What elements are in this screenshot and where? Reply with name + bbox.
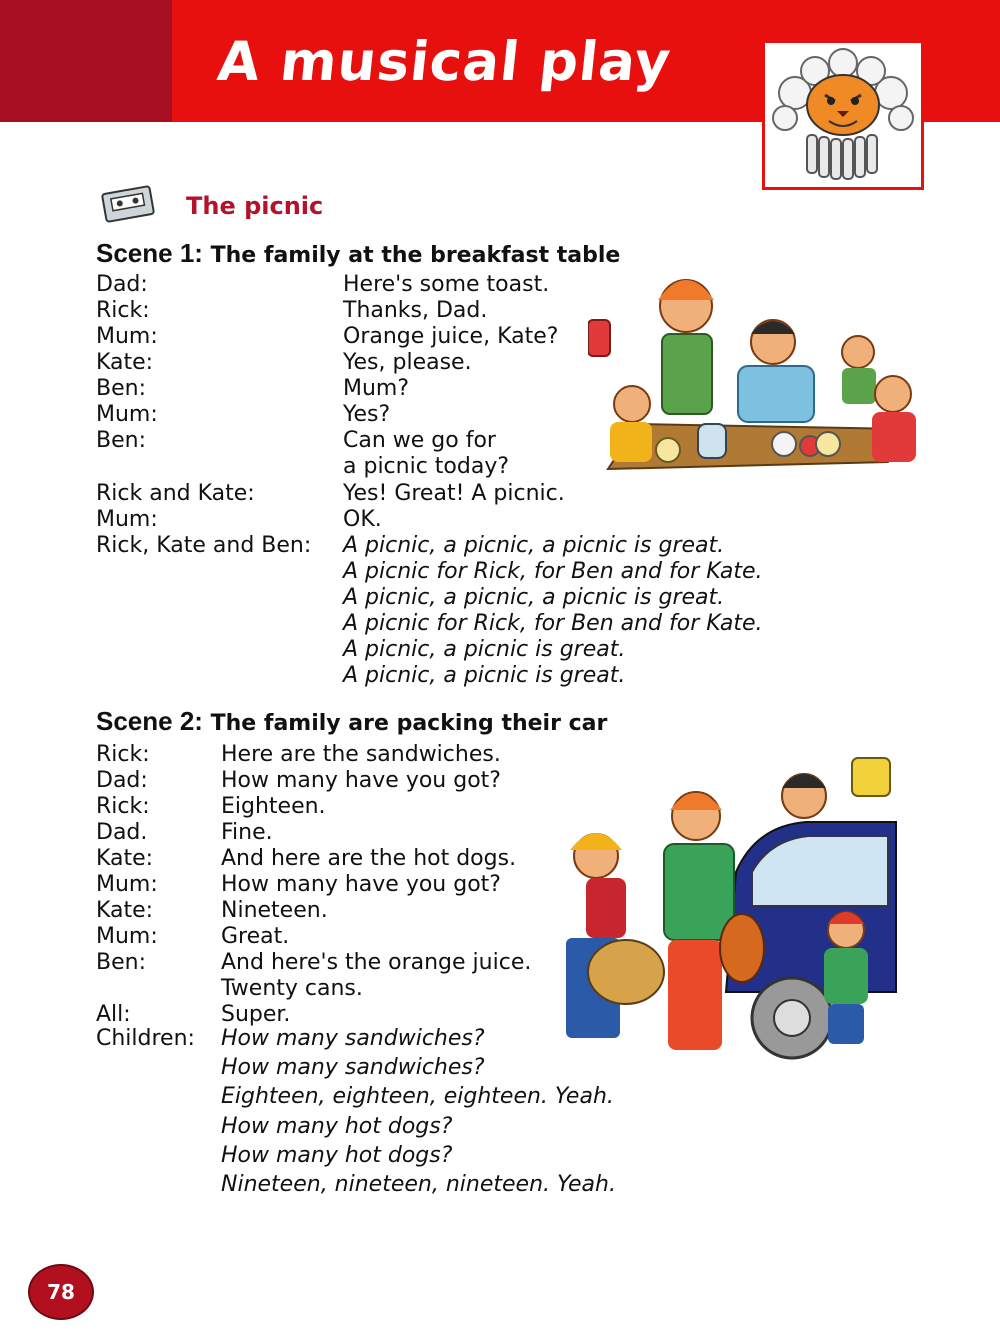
scene-1-speaker: Rick: bbox=[96, 298, 150, 323]
scene-2-text: How many have you got? bbox=[221, 872, 501, 897]
scene-1-text: Can we go for bbox=[343, 428, 496, 453]
scene-2-speaker: Mum: bbox=[96, 872, 158, 897]
scene-2-speaker: Mum: bbox=[96, 924, 158, 949]
scene-2-speaker: Children: bbox=[96, 1026, 195, 1051]
scene-2-text: Twenty cans. bbox=[221, 976, 363, 1001]
scene-1-speaker: Rick, Kate and Ben: bbox=[96, 533, 312, 558]
scene-1-song-line: A picnic for Rick, for Ben and for Kate. bbox=[343, 559, 763, 584]
cassette-icon bbox=[100, 184, 156, 224]
scene-2-song-line: Nineteen, nineteen, nineteen. Yeah. bbox=[221, 1172, 616, 1197]
scene-2-speaker: Dad: bbox=[96, 768, 148, 793]
scene-1-speaker: Mum: bbox=[96, 507, 158, 532]
scene-1-text: Thanks, Dad. bbox=[343, 298, 488, 323]
scene-1-text: Here's some toast. bbox=[343, 272, 550, 297]
scene-1-heading bbox=[96, 238, 620, 269]
scene-2-speaker: Ben: bbox=[96, 950, 146, 975]
scene-2-speaker: Kate: bbox=[96, 898, 154, 923]
scene-1-speaker: Mum: bbox=[96, 402, 158, 427]
scene-2-label: Scene 2: bbox=[96, 706, 203, 736]
scene-2-song-line: How many hot dogs? bbox=[221, 1114, 453, 1139]
scene-1-text: Yes? bbox=[343, 402, 391, 427]
scene-2-speaker: Rick: bbox=[96, 742, 150, 767]
scene-1-song-line: A picnic, a picnic, a picnic is great. bbox=[343, 533, 725, 558]
scene-1-song-line: A picnic for Rick, for Ben and for Kate. bbox=[343, 611, 763, 636]
scene-1-text: Yes, please. bbox=[343, 350, 472, 375]
scene-2-text: Here are the sandwiches. bbox=[221, 742, 501, 767]
scene-1-speaker: Dad: bbox=[96, 272, 148, 297]
scene-2-text: Nineteen. bbox=[221, 898, 328, 923]
scene-2-song-line: How many sandwiches? bbox=[221, 1055, 485, 1080]
scene-2-text: Great. bbox=[221, 924, 290, 949]
scene-1-subtitle: The family at the breakfast table bbox=[210, 243, 621, 268]
scene-2-text: Super. bbox=[221, 1002, 291, 1027]
scene-2-song-line: Eighteen, eighteen, eighteen. Yeah. bbox=[221, 1084, 614, 1109]
scene-2-text: And here's the orange juice. bbox=[221, 950, 532, 975]
scene-1-speaker: Rick and Kate: bbox=[96, 481, 255, 506]
section-title: The picnic bbox=[186, 192, 324, 220]
scene-2-song-line: How many hot dogs? bbox=[221, 1143, 453, 1168]
scene-2-heading bbox=[96, 706, 607, 737]
packing-car-illustration bbox=[556, 752, 904, 1088]
scene-2-text: And here are the hot dogs. bbox=[221, 846, 517, 871]
scene-1-label: Scene 1: bbox=[96, 238, 203, 268]
scene-2-speaker: Rick: bbox=[96, 794, 150, 819]
scene-1-speaker: Ben: bbox=[96, 428, 146, 453]
scene-2-speaker: Kate: bbox=[96, 846, 154, 871]
scene-2-song-line: How many sandwiches? bbox=[221, 1026, 485, 1051]
page-title: A musical play bbox=[214, 30, 675, 93]
scene-1-speaker: Ben: bbox=[96, 376, 146, 401]
breakfast-table-illustration bbox=[588, 264, 924, 496]
scene-1-text: a picnic today? bbox=[343, 454, 510, 479]
scene-2-speaker: All: bbox=[96, 1002, 131, 1027]
scene-2-speaker: Dad. bbox=[96, 820, 148, 845]
scene-2-text: How many have you got? bbox=[221, 768, 501, 793]
scene-1-song-line: A picnic, a picnic, a picnic is great. bbox=[343, 585, 725, 610]
scene-1-speaker: Mum: bbox=[96, 324, 158, 349]
scene-1-song-line: A picnic, a picnic is great. bbox=[343, 637, 626, 662]
scene-1-song-line: A picnic, a picnic is great. bbox=[343, 663, 626, 688]
scene-1-speaker: Kate: bbox=[96, 350, 154, 375]
scene-2-text: Fine. bbox=[221, 820, 273, 845]
header-tab bbox=[0, 0, 172, 122]
scene-1-text: Orange juice, Kate? bbox=[343, 324, 559, 349]
page-number: 78 bbox=[28, 1264, 94, 1320]
scene-2-text: Eighteen. bbox=[221, 794, 326, 819]
scene-2-subtitle: The family are packing their car bbox=[210, 711, 608, 736]
scene-1-text: OK. bbox=[343, 507, 382, 532]
scene-1-text: Mum? bbox=[343, 376, 410, 401]
lion-mask-illustration bbox=[762, 40, 924, 190]
scene-1-text: Yes! Great! A picnic. bbox=[343, 481, 565, 506]
